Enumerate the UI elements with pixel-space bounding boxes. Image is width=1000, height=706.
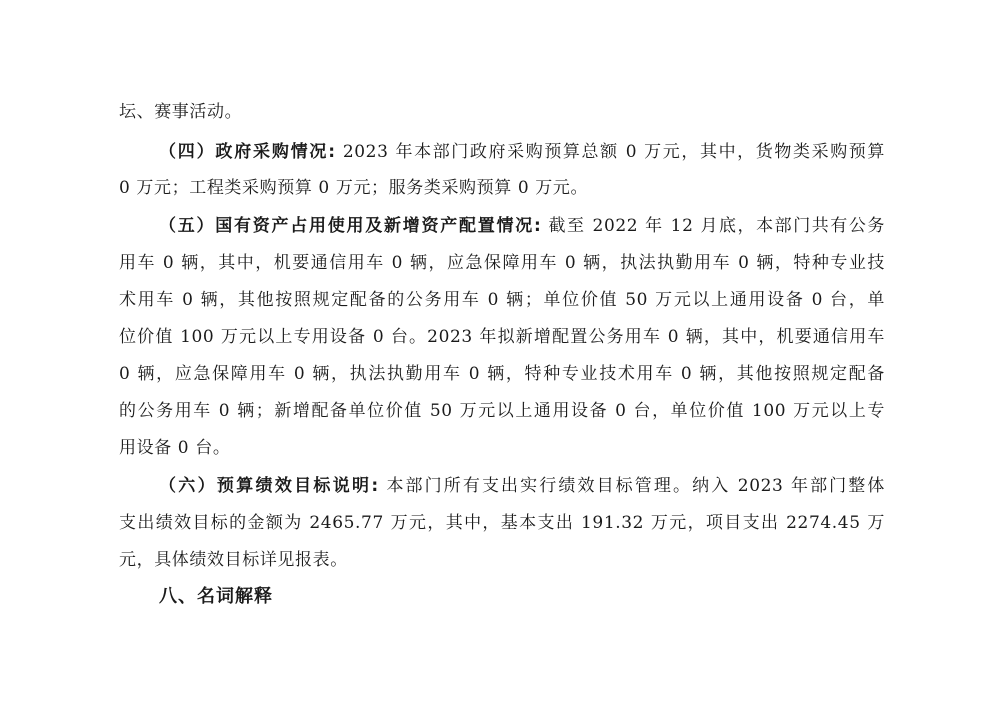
paragraph-line: [119, 176, 885, 200]
text-line: 支出绩效目标的金额为 2465.77 万元，其中，基本支出 191.32 万元，项目支出 2274.45 万: [119, 513, 885, 533]
text-line: 用设备 0 台。: [119, 438, 231, 458]
text-line: 元，具体绩效目标详见报表。: [119, 550, 348, 570]
paragraph-label: （五）国有资产占用使用及新增资产配置情况:: [159, 216, 542, 236]
paragraph-line: [119, 251, 885, 275]
paragraph-line: [119, 511, 885, 535]
section-heading: [159, 585, 885, 609]
text-line: 0 万元；工程类采购预算 0 万元；服务类采购预算 0 万元。: [119, 178, 589, 198]
text-line: 用车 0 辆，其中，机要通信用车 0 辆，应急保障用车 0 辆，执法执勤用车 0 辆，特种专业技: [119, 253, 885, 273]
paragraph-line: [119, 362, 885, 386]
paragraph-line: [119, 548, 885, 572]
text-line: 0 辆，应急保障用车 0 辆，执法执勤用车 0 辆，特种专业技术用车 0 辆，其他按照规定配备: [119, 364, 885, 384]
text-line: 术用车 0 辆，其他按照规定配备的公务用车 0 辆；单位价值 50 万元以上通用设备 0 台，单: [119, 290, 885, 310]
paragraph-label: （四）政府采购情况:: [159, 142, 336, 162]
text-line: 本部门所有支出实行绩效目标管理。纳入 2023 年部门整体: [378, 476, 885, 496]
paragraph-assets: [159, 214, 885, 238]
section-title: 八、名词解释: [159, 586, 273, 607]
text-line: 2023 年本部门政府采购预算总额 0 万元，其中，货物类采购预算: [335, 142, 885, 162]
text-line: 坛、赛事活动。: [119, 102, 243, 122]
text-line: 截至 2022 年 12 月底，本部门共有公务: [541, 216, 885, 236]
text-line: 的公务用车 0 辆；新增配备单位价值 50 万元以上通用设备 0 台，单位价值 100 万元以上专: [119, 401, 885, 421]
paragraph-line: [119, 436, 885, 460]
paragraph-performance: [159, 474, 885, 498]
paragraph-continuation: [119, 100, 885, 124]
text-line: 位价值 100 万元以上专用设备 0 台。2023 年拟新增配置公务用车 0 辆，其中，机要通信用车: [119, 327, 885, 347]
paragraph-line: [119, 399, 885, 423]
paragraph-line: [119, 325, 885, 349]
paragraph-procurement: [159, 140, 885, 164]
paragraph-line: [119, 288, 885, 312]
paragraph-label: （六）预算绩效目标说明:: [159, 476, 379, 496]
